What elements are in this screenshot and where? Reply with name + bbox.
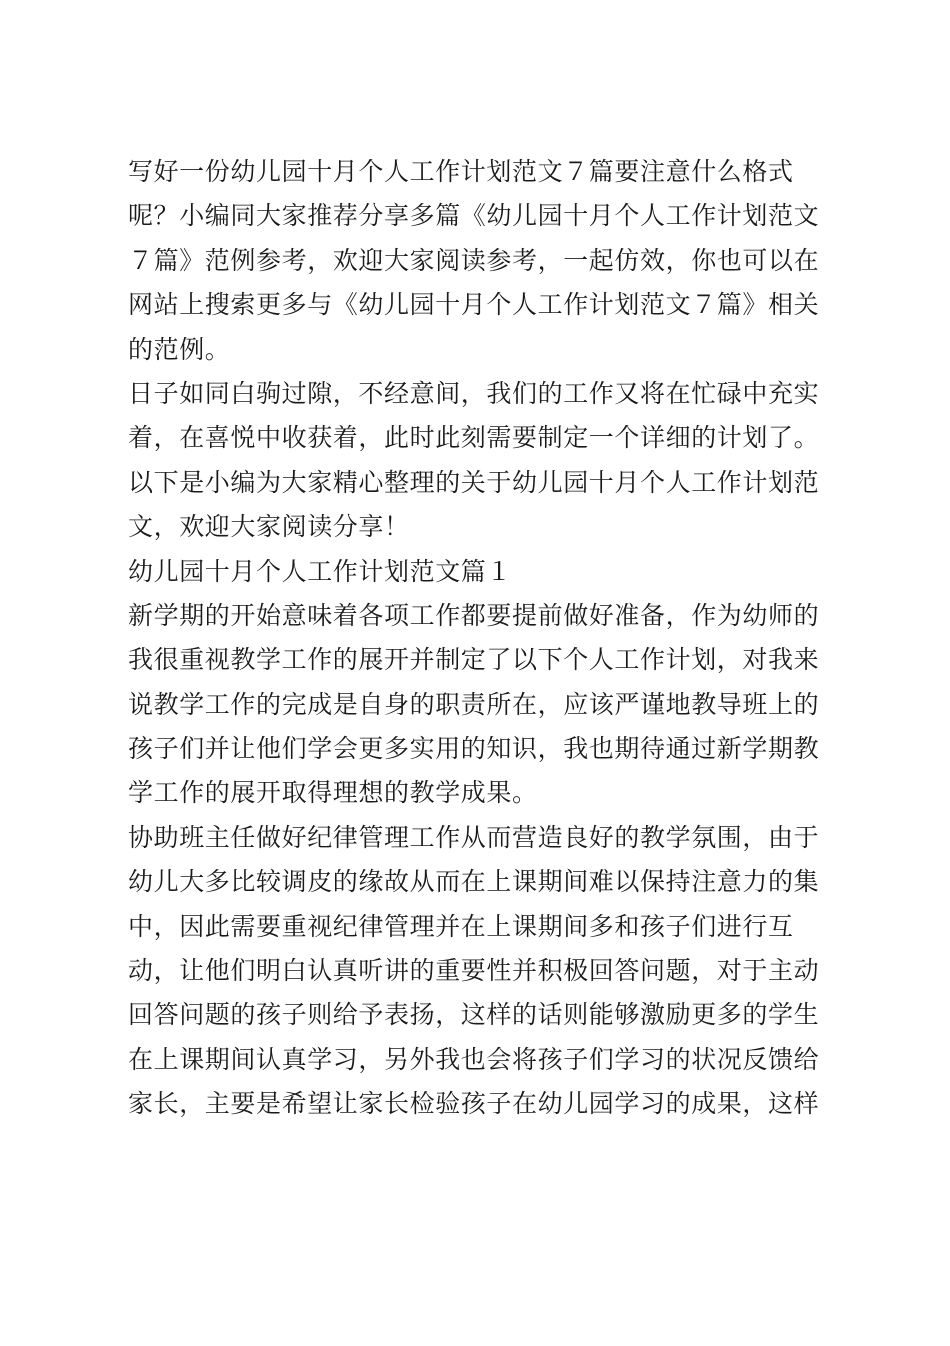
intro-line-1: 写好一份幼儿园十月个人工作计划范文７篇要注意什么格式 bbox=[128, 157, 794, 186]
preface-line-3: 以下是小编为大家精心整理的关于幼儿园十月个人工作计划范 bbox=[128, 467, 820, 497]
paragraph-2-line-3: 中，因此需要重视纪律管理并在上课期间多和孩子们进行互 bbox=[128, 911, 794, 941]
section-heading: 幼儿园十月个人工作计划范文篇１ bbox=[128, 556, 513, 586]
paragraph-1-line-5: 学工作的展开取得理想的教学成果。 bbox=[128, 778, 538, 808]
paragraph-2-line-6: 在上课期间认真学习，另外我也会将孩子们学习的状况反馈给 bbox=[128, 1044, 820, 1074]
preface-line-1: 日子如同白驹过隙，不经意间，我们的工作又将在忙碌中充实 bbox=[128, 378, 820, 408]
intro-line-5: 的范例。 bbox=[128, 334, 231, 364]
preface-line-4: 文，欢迎大家阅读分享！ bbox=[128, 512, 410, 542]
paragraph-2-line-4: 动，让他们明白认真听讲的重要性并积极回答问题，对于主动 bbox=[128, 956, 820, 986]
intro-line-2: 呢？小编同大家推荐分享多篇《幼儿园十月个人工作计划范文 bbox=[128, 201, 820, 231]
preface-line-2: 着，在喜悦中收获着，此时此刻需要制定一个详细的计划了。 bbox=[128, 423, 820, 453]
paragraph-2-line-7: 家长，主要是希望让家长检验孩子在幼儿园学习的成果，这样 bbox=[128, 1089, 820, 1119]
paragraph-1-line-4: 孩子们并让他们学会更多实用的知识，我也期待通过新学期教 bbox=[128, 734, 820, 764]
paragraph-2-line-2: 幼儿大多比较调皮的缘故从而在上课期间难以保持注意力的集 bbox=[128, 867, 820, 897]
document-body bbox=[128, 150, 828, 1127]
paragraph-1-line-3: 说教学工作的完成是自身的职责所在，应该严谨地教导班上的 bbox=[128, 689, 820, 719]
paragraph-2-line-5: 回答问题的孩子则给予表扬，这样的话则能够激励更多的学生 bbox=[128, 1000, 820, 1030]
paragraph-1-line-1: 新学期的开始意味着各项工作都要提前做好准备，作为幼师的 bbox=[128, 600, 820, 630]
paragraph-1-line-2: 我很重视教学工作的展开并制定了以下个人工作计划，对我来 bbox=[128, 645, 820, 675]
intro-line-3: ７篇》范例参考，欢迎大家阅读参考，一起仿效，你也可以在 bbox=[128, 245, 820, 275]
paragraph-2-line-1: 协助班主任做好纪律管理工作从而营造良好的教学氛围，由于 bbox=[128, 822, 820, 852]
intro-line-4: 网站上搜索更多与《幼儿园十月个人工作计划范文７篇》相关 bbox=[128, 290, 820, 320]
